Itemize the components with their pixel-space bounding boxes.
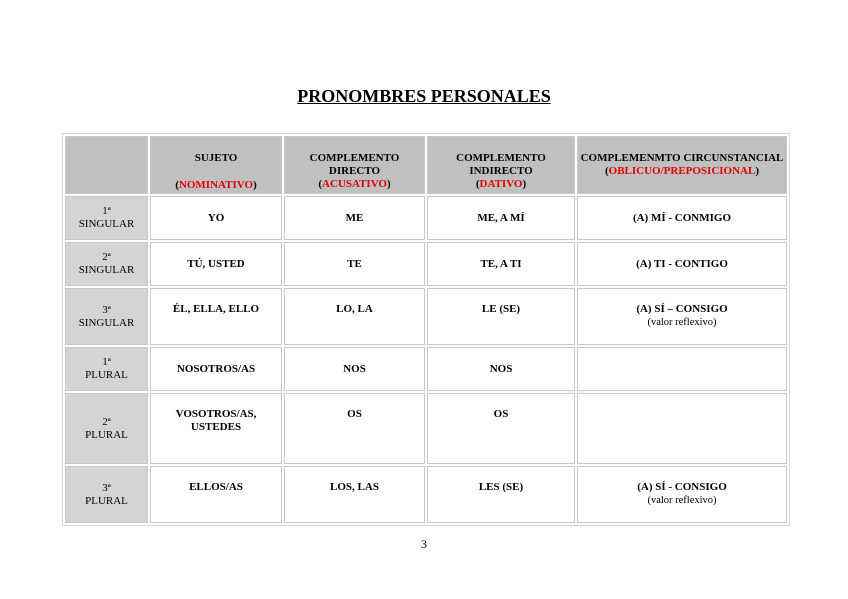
page-number: 3 <box>421 537 427 551</box>
table-row <box>65 196 787 240</box>
cell-directo: TE <box>284 242 425 286</box>
cell-indirecto: LES (SE) <box>427 466 575 523</box>
case-acusativo: ACUSATIVO <box>322 178 387 190</box>
cell-sujeto: VOSOTROS/AS, USTEDES <box>150 393 282 464</box>
cell-sujeto: ELLOS/AS <box>150 466 282 523</box>
cell-directo: OS <box>284 393 425 464</box>
cell-circunstancial: (A) TI - CONTIGO <box>577 242 787 286</box>
cell-sujeto: ÉL, ELLA, ELLO <box>150 288 282 345</box>
row-label: 2ª SINGULAR <box>65 242 148 286</box>
page-title: PRONOMBRES PERSONALES <box>297 86 551 106</box>
case-dativo: DATIVO <box>479 178 523 190</box>
header-indirecto: COMPLEMENTO INDIRECTO (DATIVO) <box>427 136 575 194</box>
cell-sujeto: NOSOTROS/AS <box>150 347 282 391</box>
cell-sujeto: YO <box>150 196 282 240</box>
cell-directo: NOS <box>284 347 425 391</box>
cell-circunstancial: (A) SÍ - CONSIGO (valor reflexivo) <box>577 466 787 523</box>
row-label: 1ª PLURAL <box>65 347 148 391</box>
cell-circunstancial <box>577 347 787 391</box>
table-row <box>65 347 787 391</box>
row-label: 3ª SINGULAR <box>65 288 148 345</box>
case-oblicuo: OBLICUO/PREPOSICIONAL <box>608 165 756 177</box>
cell-circunstancial: (A) MÍ - CONMIGO <box>577 196 787 240</box>
reflexive-note: (valor reflexivo) <box>647 317 717 328</box>
cell-directo: LOS, LAS <box>284 466 425 523</box>
header-circunstancial: COMPLEMENMTO CIRCUNSTANCIAL (OBLICUO/PREPOSICIONAL) <box>577 136 787 194</box>
table-row <box>65 466 787 523</box>
header-empty <box>65 136 148 194</box>
table-row <box>65 242 787 286</box>
cell-circunstancial: (A) SÍ – CONSIGO (valor reflexivo) <box>577 288 787 345</box>
table-row <box>65 393 787 464</box>
cell-sujeto: TÚ, USTED <box>150 242 282 286</box>
cell-indirecto: NOS <box>427 347 575 391</box>
cell-indirecto: OS <box>427 393 575 464</box>
table-header-row <box>65 136 787 194</box>
cell-directo: LO, LA <box>284 288 425 345</box>
pronouns-table <box>62 133 790 526</box>
cell-indirecto: TE, A TI <box>427 242 575 286</box>
header-sujeto: SUJETO (NOMINATIVO) <box>150 136 282 194</box>
cell-circunstancial <box>577 393 787 464</box>
row-label: 2ª PLURAL <box>65 393 148 464</box>
cell-indirecto: ME, A MÍ <box>427 196 575 240</box>
case-nominativo: NOMINATIVO <box>178 179 254 191</box>
row-label: 3ª PLURAL <box>65 466 148 523</box>
cell-indirecto: LE (SE) <box>427 288 575 345</box>
table-row <box>65 288 787 345</box>
reflexive-note: (valor reflexivo) <box>647 495 717 506</box>
cell-directo: ME <box>284 196 425 240</box>
row-label: 1ª SINGULAR <box>65 196 148 240</box>
header-directo: COMPLEMENTO DIRECTO (ACUSATIVO) <box>284 136 425 194</box>
